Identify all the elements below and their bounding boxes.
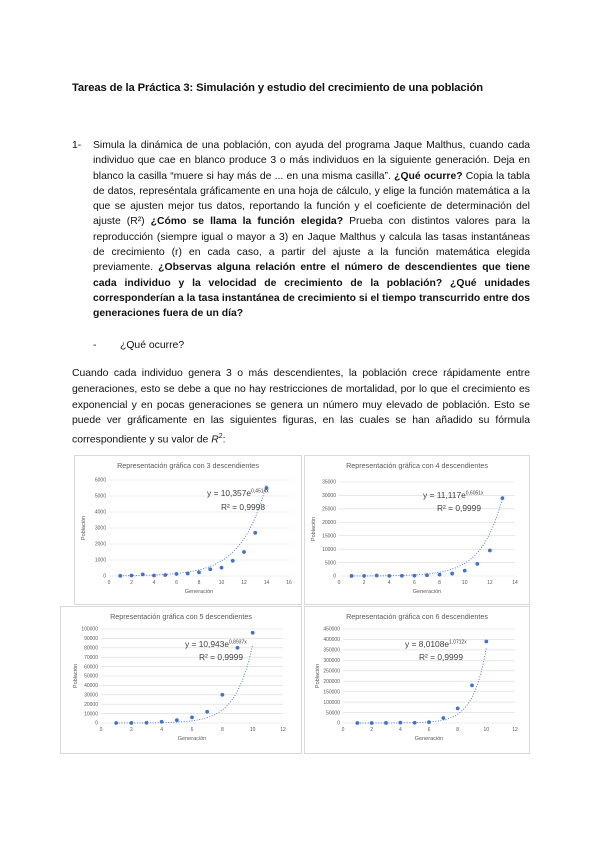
data-point [470, 684, 474, 688]
r-squared: R² = 0,9998 [221, 502, 265, 512]
x-tick-label: 8 [438, 580, 441, 586]
equation-exponent: 1,0712x [449, 639, 467, 646]
chart-4-descendants [304, 455, 530, 605]
x-tick-label: 0 [337, 580, 341, 586]
x-tick-label: 14 [263, 580, 270, 586]
x-tick-label: 6 [190, 727, 194, 733]
y-tick-label: 0 [337, 720, 340, 727]
r-symbol: R [211, 434, 219, 446]
chart-title: Representación gráfica con 5 descendientes [110, 612, 252, 621]
data-point [114, 721, 118, 725]
y-tick-label: 6000 [94, 477, 106, 484]
task-question: ¿Qué ocurre? [394, 170, 463, 182]
data-point [475, 562, 479, 566]
x-tick-label: 6 [175, 580, 178, 586]
data-point [141, 573, 145, 577]
data-point [152, 574, 156, 578]
chart-5-descendants [60, 606, 302, 754]
y-tick-label: 60000 [84, 664, 98, 671]
x-tick-label: 8 [197, 580, 201, 586]
data-point [355, 721, 359, 725]
page-title: Tareas de la Práctica 3: Simulación y estudio del crecimiento de una población [72, 82, 484, 94]
y-tick-label: 20000 [322, 519, 336, 526]
y-tick-label: 250000 [323, 668, 340, 675]
y-tick-label: 70000 [84, 654, 98, 661]
y-tick-label: 20000 [84, 701, 98, 708]
y-tick-label: 80000 [84, 645, 98, 652]
x-tick-label: 10 [461, 580, 468, 586]
r-exponent: 2 [218, 433, 223, 441]
task-segment: Copia la tabla de datos, represéntala gráficamente en una hoja de cálculo, y elige la función matemática a la que se ajusten mejor tus datos, reportando la función y el coeficiente de determinación del ajuste (R²) [93, 170, 530, 228]
y-tick-label: 150000 [323, 689, 340, 696]
subheading-text: ¿Qué ocurre? [120, 340, 185, 351]
y-tick-label: 100000 [81, 626, 98, 633]
data-point [398, 721, 402, 725]
x-tick-label: 6 [413, 580, 416, 586]
data-point [350, 574, 354, 578]
subheading-bullet: - [93, 340, 97, 351]
data-point [425, 573, 429, 577]
x-tick-label: 2 [362, 580, 366, 586]
data-point [413, 721, 417, 725]
task-item [72, 138, 530, 322]
x-axis-label: Generación [177, 736, 207, 742]
chart-6-descendants [304, 606, 530, 754]
y-tick-label: 1000 [94, 557, 106, 564]
y-axis-label: Población [315, 663, 321, 689]
y-tick-label: 5000 [324, 560, 336, 567]
data-point [186, 572, 190, 576]
data-point [375, 574, 379, 578]
data-point [208, 567, 212, 571]
chart-4-svg [305, 456, 529, 604]
r-squared: R² = 0,9999 [419, 652, 463, 662]
y-tick-label: 300000 [323, 658, 340, 665]
data-point [413, 574, 417, 578]
data-point [427, 720, 431, 724]
equation-base: y = 10,357e [207, 488, 252, 498]
x-tick-label: 4 [160, 727, 164, 733]
y-tick-label: 50000 [84, 673, 98, 680]
equation-base: y = 11,117e [423, 490, 466, 500]
y-tick-label: 100000 [323, 699, 340, 706]
x-axis-label: Generación [412, 589, 442, 595]
task-text [93, 138, 530, 322]
y-tick-label: 450000 [323, 626, 340, 633]
data-point [400, 574, 404, 578]
y-tick-label: 0 [103, 573, 106, 580]
data-point [450, 572, 454, 576]
y-tick-label: 25000 [322, 506, 336, 513]
r-squared: R² = 0,9999 [437, 503, 481, 513]
x-tick-label: 4 [387, 580, 391, 586]
data-point [441, 716, 445, 720]
data-point [145, 721, 149, 725]
task-number: 1- [72, 140, 82, 151]
x-tick-label: 2 [129, 727, 133, 733]
y-tick-label: 35000 [322, 479, 336, 486]
data-point [362, 574, 366, 578]
data-point [387, 574, 391, 578]
data-point [384, 721, 388, 725]
task-question: ¿Observas alguna relación entre el número de descendientes que tiene cada individuo y la velocidad de crecimiento de la población? ¿Qué unidades corresponderían a la tasa instantánea de crecimiento si el tiempo transcurrido entre dos generaciones fuera de un día? [93, 262, 530, 320]
answer-paragraph [72, 366, 530, 448]
x-tick-label: 10 [249, 727, 256, 733]
y-tick-label: 15000 [322, 533, 336, 540]
x-tick-label: 10 [218, 580, 225, 586]
task-segment: Prueba con distintos valores para la reproducción (siempre igual o mayor a 3) en Jaque Malthus y calcula las tasas instantáneas de crecimiento (r) en cada caso, a partir del ajuste a la función matemática elegida previamente. [93, 216, 530, 274]
r-squared: R² = 0,9999 [199, 652, 243, 662]
trend-equation [405, 639, 467, 649]
x-axis-label: Generación [184, 589, 214, 595]
y-tick-label: 5000 [94, 493, 106, 500]
x-tick-label: 4 [398, 727, 402, 733]
answer-text: Cuando cada individuo genera 3 o más descendientes, la población crece rápidamente entre generaciones, esto se debe a que no hay restricciones de mortalidad, por lo que el crecimiento es exponencial y en pocas generaciones se genera un número muy elevado de población. Esto se puede ver gráficamente en las siguientes figuras, en las cuales se han añadido su fórmula correspondiente y su valor de [72, 368, 530, 446]
trend-equation [207, 488, 269, 498]
x-tick-label: 0 [99, 727, 103, 733]
y-tick-label: 4000 [94, 509, 106, 516]
data-point [251, 631, 255, 635]
y-tick-label: 30000 [84, 692, 98, 699]
x-tick-label: 14 [512, 580, 518, 586]
y-tick-label: 350000 [323, 647, 340, 654]
y-tick-label: 40000 [84, 683, 98, 690]
data-point [129, 721, 133, 725]
x-tick-label: 12 [280, 727, 286, 733]
y-tick-label: 50000 [326, 710, 340, 717]
y-tick-label: 0 [95, 720, 98, 727]
task-question: ¿Cómo se llama la función elegida? [150, 216, 344, 228]
data-point [253, 531, 257, 535]
x-tick-label: 0 [107, 580, 111, 586]
data-point [220, 566, 224, 570]
data-point [205, 710, 209, 714]
data-point [484, 640, 488, 644]
x-tick-label: 12 [241, 580, 247, 586]
x-tick-label: 2 [370, 727, 374, 733]
y-tick-label: 90000 [84, 636, 98, 643]
x-tick-label: 8 [456, 727, 460, 733]
data-point [488, 549, 492, 553]
data-point [130, 574, 134, 578]
y-tick-label: 200000 [323, 678, 340, 685]
data-point [160, 720, 164, 724]
chart-6-svg [305, 607, 529, 753]
y-axis-label: Población [311, 516, 317, 542]
subheading [93, 340, 184, 351]
x-tick-label: 12 [512, 727, 518, 733]
data-point [220, 693, 224, 697]
x-tick-label: 2 [130, 580, 133, 586]
y-axis-label: Población [81, 515, 87, 541]
data-point [242, 550, 246, 554]
equation-exponent: 0,6051x [465, 490, 484, 497]
y-tick-label: 2000 [94, 541, 106, 548]
data-point [190, 715, 194, 719]
x-tick-label: 12 [487, 580, 493, 586]
y-tick-label: 0 [333, 573, 336, 580]
data-point [231, 559, 235, 563]
chart-title: Representación gráfica con 4 descendientes [346, 461, 488, 470]
y-tick-label: 3000 [94, 525, 106, 532]
equation-base: y = 10,943e [185, 639, 230, 649]
x-tick-label: 0 [341, 727, 345, 733]
x-tick-label: 4 [152, 580, 156, 586]
task-segment: Simula la dinámica de una población, con ayuda del programa Jaque Malthus, cuando cada individuo que cae en blanco produce 3 o más individuos en la siguiente generación. Deja en blanco la casilla “muere si hay más de ... en una misma casilla”. [93, 140, 530, 182]
equation-exponent: 0,8937x [229, 639, 247, 646]
chart-5-svg [61, 607, 301, 753]
data-point [118, 574, 122, 578]
data-point [236, 646, 240, 650]
y-tick-label: 10000 [322, 546, 336, 553]
data-point [163, 573, 167, 577]
data-point [501, 496, 505, 500]
x-tick-label: 6 [427, 727, 431, 733]
data-point [456, 706, 460, 710]
data-point [463, 569, 467, 573]
x-tick-label: 8 [220, 727, 224, 733]
data-point [175, 718, 179, 722]
x-axis-label: Generación [414, 736, 444, 742]
equation-exponent: 0,4514x [251, 488, 269, 495]
data-point [370, 721, 374, 725]
chart-3-svg [75, 456, 301, 604]
x-tick-label: 10 [483, 727, 490, 733]
data-point [175, 572, 179, 576]
equation-base: y = 8,0108e [405, 639, 450, 649]
trend-equation [423, 490, 484, 500]
data-point [438, 573, 442, 577]
chart-title: Representación gráfica con 6 descendientes [346, 612, 488, 621]
y-tick-label: 10000 [84, 711, 98, 718]
chart-title: Representación gráfica con 3 descendientes [117, 461, 259, 470]
data-point [197, 570, 201, 574]
chart-3-descendants [74, 455, 302, 605]
y-tick-label: 30000 [322, 493, 336, 500]
y-tick-label: 400000 [323, 637, 340, 644]
y-axis-label: Población [73, 663, 79, 689]
answer-end: : [222, 434, 226, 446]
x-tick-label: 16 [286, 580, 292, 586]
